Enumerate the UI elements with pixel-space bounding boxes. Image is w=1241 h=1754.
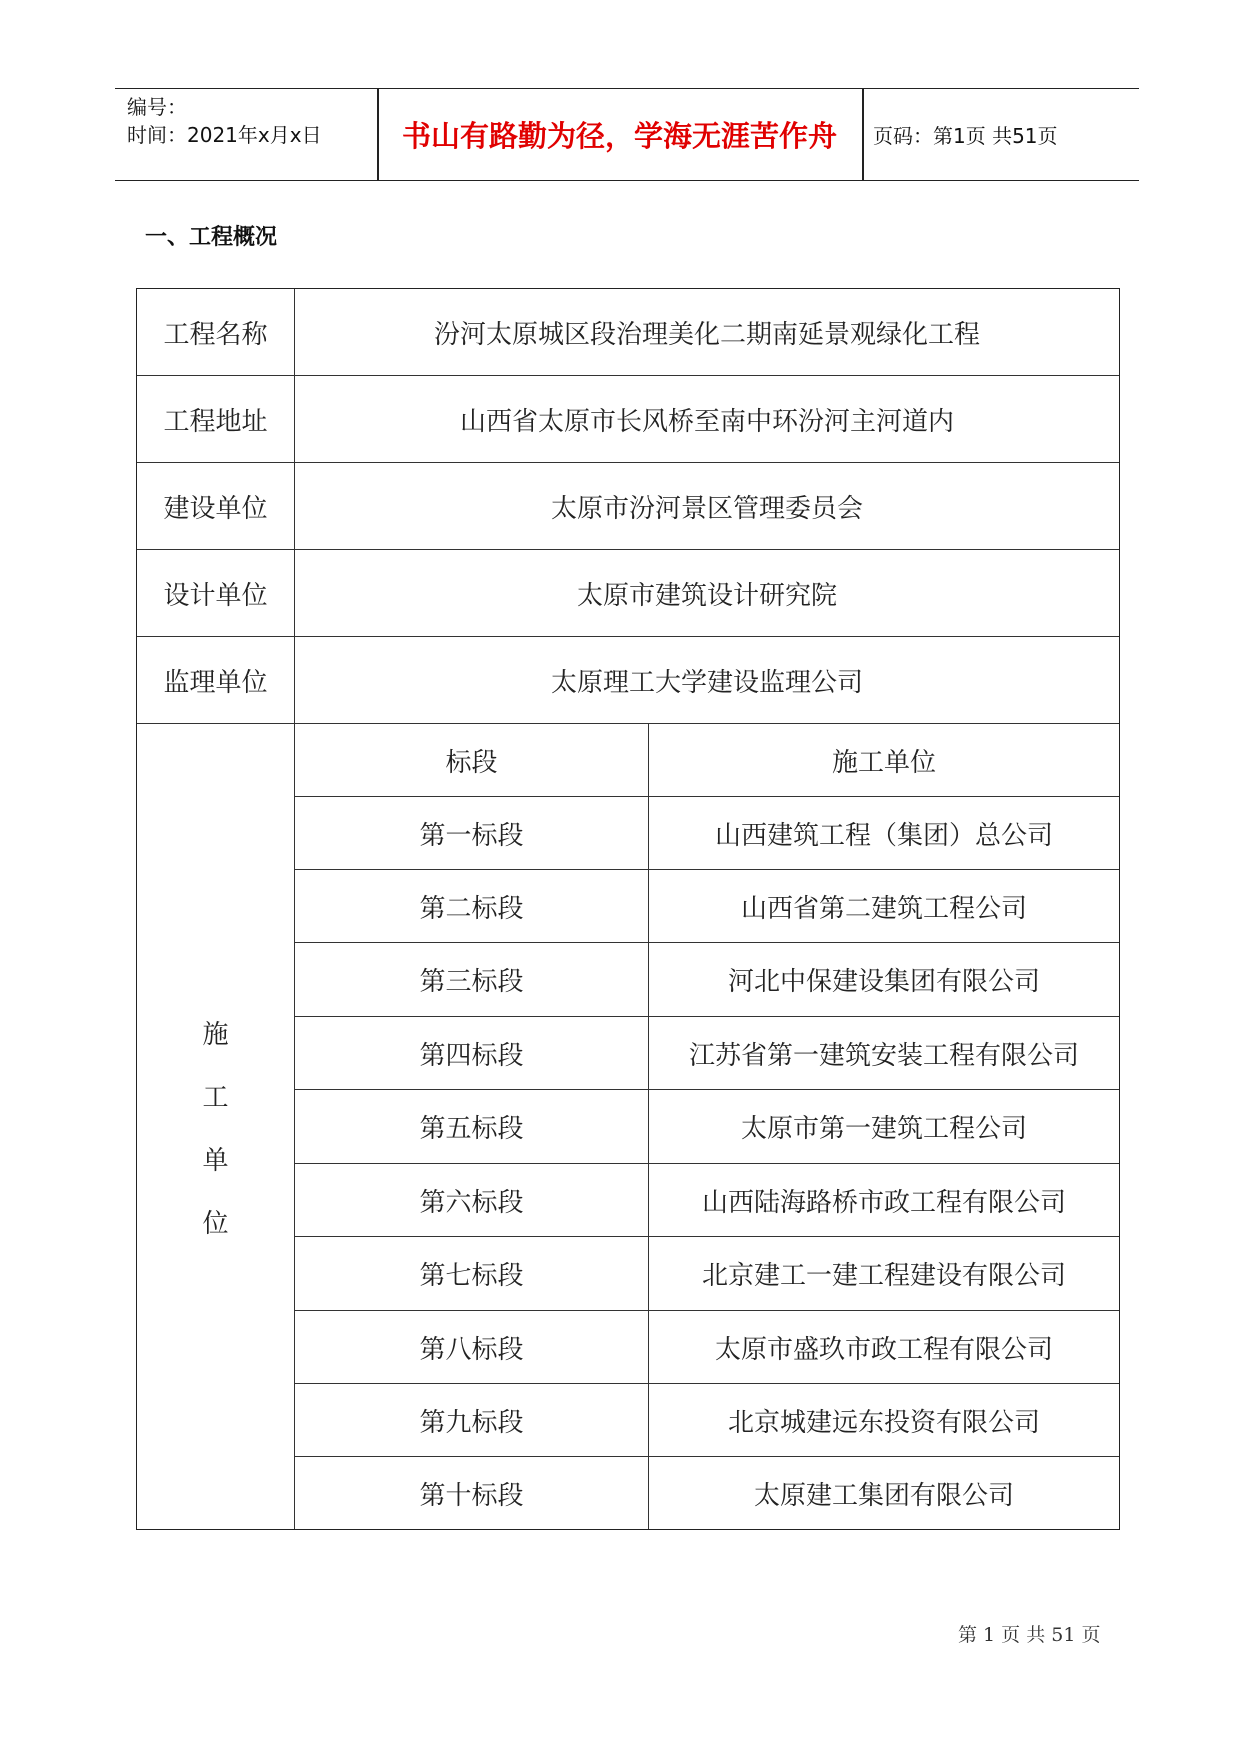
- unit-cell: 太原市第一建筑工程公司: [740, 1114, 1027, 1144]
- construction-units-block: [137, 724, 1119, 1529]
- section-title: 一、工程概况: [145, 225, 278, 250]
- label-char: 工: [202, 1082, 229, 1113]
- table-row: [137, 637, 1119, 724]
- row-label: 设计单位: [137, 550, 295, 636]
- document-number-label: 编号：: [127, 95, 187, 119]
- section-cell: 第九标段: [295, 1384, 649, 1456]
- unit-cell: 太原市盛玖市政工程有限公司: [714, 1334, 1053, 1365]
- subtable-row: [295, 1311, 1119, 1384]
- header-page-info: 页码：第1页 共51页: [873, 123, 1058, 148]
- unit-cell: 河北中保建设集团有限公司: [727, 967, 1040, 997]
- construction-units-label: [137, 724, 295, 1529]
- section-cell: 第一标段: [295, 797, 649, 869]
- section-cell: 第十标段: [295, 1457, 649, 1529]
- subtable-row: [295, 1164, 1119, 1237]
- column-header-unit: 施工单位: [831, 747, 936, 778]
- subtable-row: [295, 797, 1119, 870]
- subtable-header-row: [295, 724, 1119, 797]
- label-char: 施: [202, 1019, 229, 1050]
- label-char: 位: [202, 1208, 229, 1239]
- section-cell: 第三标段: [295, 943, 649, 1016]
- table-row: [137, 550, 1119, 637]
- subtable-row: [295, 1457, 1119, 1529]
- page-footer: 第 1 页 共 51 页: [958, 1624, 1101, 1646]
- table-row: [137, 376, 1119, 463]
- unit-cell: 山西陆海路桥市政工程有限公司: [701, 1187, 1066, 1218]
- row-label: 监理单位: [137, 637, 295, 723]
- subtable-row: [295, 1237, 1119, 1311]
- construction-units-subtable: [295, 724, 1119, 1529]
- row-value: 汾河太原城区段治理美化二期南延景观绿化工程: [433, 319, 980, 350]
- subtable-row: [295, 870, 1119, 943]
- unit-cell: 北京城建远东投资有限公司: [727, 1407, 1040, 1438]
- table-row: [137, 463, 1119, 550]
- section-cell: 第二标段: [295, 870, 649, 942]
- page-header: [115, 88, 1139, 181]
- row-label: 工程名称: [137, 289, 295, 375]
- label-char: 单: [202, 1145, 229, 1176]
- project-overview-table: [136, 288, 1120, 1530]
- header-motto: 书山有路勤为径，学海无涯苦作舟: [401, 118, 837, 153]
- column-header-section: 标段: [295, 724, 649, 796]
- row-value: 山西省太原市长风桥至南中环汾河主河道内: [459, 406, 954, 437]
- section-cell: 第六标段: [295, 1164, 649, 1236]
- subtable-row: [295, 1090, 1119, 1164]
- row-value: 太原市汾河景区管理委员会: [550, 493, 863, 524]
- table-row: [137, 289, 1119, 376]
- header-meta: [127, 93, 322, 149]
- unit-cell: 太原建工集团有限公司: [753, 1480, 1014, 1511]
- section-cell: 第八标段: [295, 1311, 649, 1383]
- header-divider: [862, 89, 864, 180]
- unit-cell: 江苏省第一建筑安装工程有限公司: [688, 1040, 1079, 1071]
- section-cell: 第五标段: [295, 1090, 649, 1163]
- unit-cell: 山西建筑工程（集团）总公司: [714, 820, 1053, 851]
- document-time: 时间：2021年x月x日: [127, 123, 322, 147]
- subtable-row: [295, 943, 1119, 1017]
- unit-cell: 北京建工一建工程建设有限公司: [701, 1261, 1066, 1291]
- unit-cell: 山西省第二建筑工程公司: [740, 893, 1027, 924]
- row-value: 太原市建筑设计研究院: [576, 580, 837, 611]
- row-label: 工程地址: [137, 376, 295, 462]
- subtable-row: [295, 1017, 1119, 1090]
- subtable-row: [295, 1384, 1119, 1457]
- section-cell: 第四标段: [295, 1017, 649, 1089]
- row-value: 太原理工大学建设监理公司: [550, 667, 863, 698]
- row-label: 建设单位: [137, 463, 295, 549]
- section-cell: 第七标段: [295, 1237, 649, 1310]
